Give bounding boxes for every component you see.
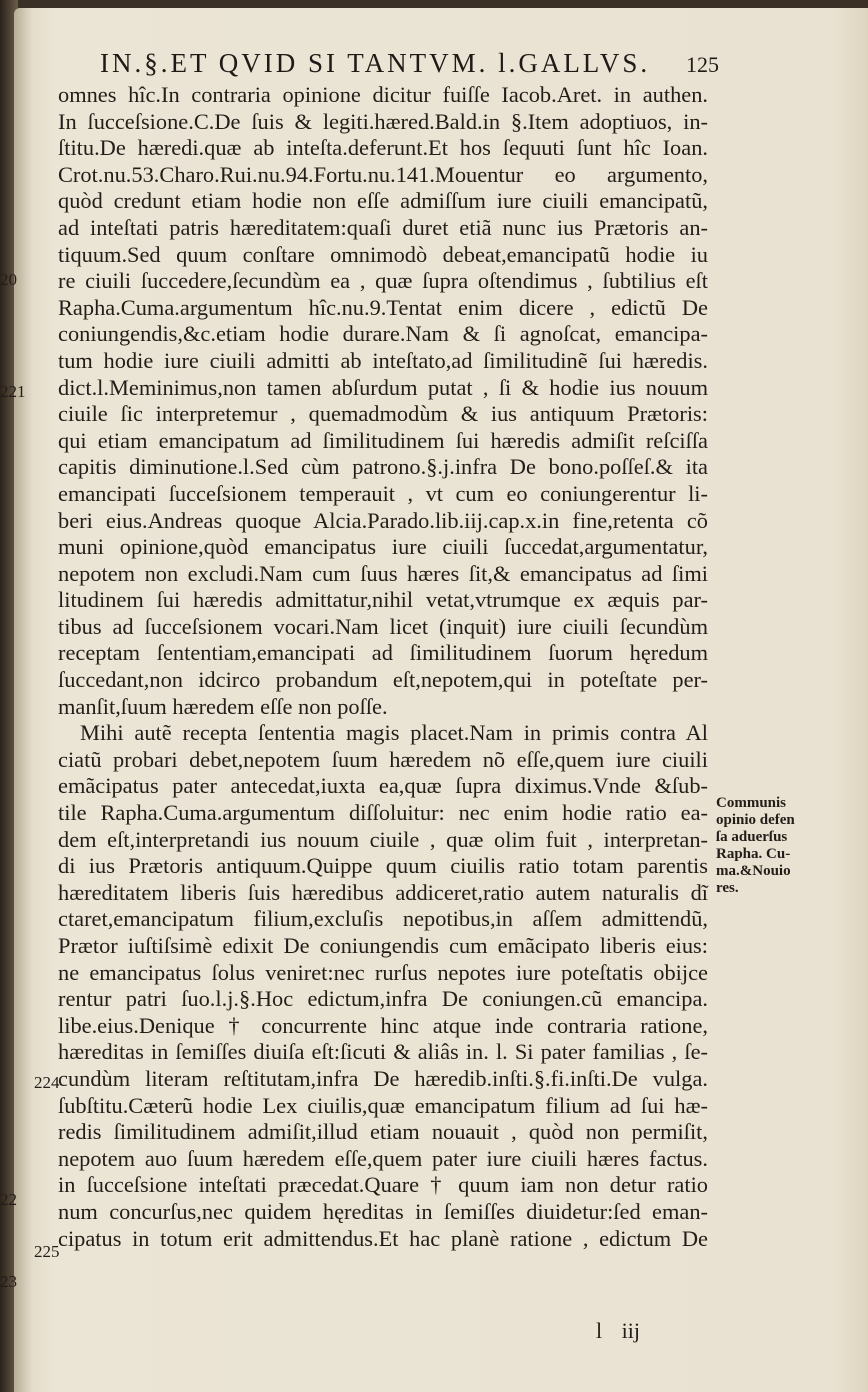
text-line: qui etiam emancipatum ad ſimilitudinem ſui hæredis admiſit reſciſſa <box>58 427 708 453</box>
margin-number: 23 <box>0 1272 17 1291</box>
text-line: coniungendis,&c.etiam hodie durare.Nam & ſi agnoſcat, emancipa- <box>58 321 708 347</box>
text-line: emancipati ſucceſsionem temperauit , vt cum eo coniungerentur li- <box>58 480 708 506</box>
text-line: Mihi autẽ recepta ſententia magis placet.Nam in primis contra Al <box>80 720 708 746</box>
text-line: tiquum.Sed quum conſtare omnimodò debeat,emancipatũ hodie iu <box>58 241 708 267</box>
side-note-line: ma.&Nouio <box>716 863 791 879</box>
main-text <box>58 82 708 1279</box>
text-line: Crot.nu.53.Charo.Rui.nu.94.Fortu.nu.141.Mouentur eo argumento, <box>58 161 708 187</box>
text-line: tibus ad ſucceſsionem vocari.Nam licet (inquit) iure ciuili ſecundùm <box>58 613 708 639</box>
text-line: receptam ſententiam,emancipati ad ſimilitudinem ſuorum hęredum <box>58 640 708 666</box>
margin-number: 22 <box>0 1190 17 1209</box>
text-line: Rapha.Cuma.argumentum hîc.nu.9.Tentat enim dicere , edictũ De <box>58 294 708 320</box>
side-note-line: res. <box>716 880 739 896</box>
text-line: omnes hîc.In contraria opinione dicitur fuiſſe Iacob.Aret. in authen. <box>58 82 708 107</box>
page-number: 125 <box>686 52 719 77</box>
text-line: ſtitu.De hæredi.quæ ab inteſta.deferunt.Et hos ſequuti ſunt hîc Ioan. <box>58 135 708 161</box>
text-line: manſit,ſuum hæredem eſſe non poſſe. <box>58 693 388 719</box>
text-line: beri eius.Andreas quoque Alcia.Parado.lib.iij.cap.x.in fine,retenta cõ <box>58 507 708 533</box>
text-line: nepotem non excludi.Nam cum ſuus hæres ſit,& emancipatus ad ſimi <box>58 560 708 586</box>
text-line: re ciuili ſuccedere,ſecundùm ea , quæ ſupra oſtendimus , ſubtilius eſt <box>58 268 708 294</box>
text-line: muni opinione,quòd emancipatus iure ciuili ſuccedat,argumentatur, <box>58 534 708 560</box>
text-line: cundùm literam reſtitutam,infra De hæredib.inſti.§.fi.inſti.De vulga. <box>58 1065 708 1091</box>
text-line: In ſucceſsione.C.De ſuis & legiti.hæred.Bald.in §.Item adoptiuos, in- <box>58 108 708 134</box>
side-note-line: ſa aduerſus <box>716 829 788 845</box>
text-line: capitis diminutione.l.Sed cùm patrono.§.j.infra De bono.poſſeſ.& ita <box>58 454 708 480</box>
text-line: litudinem ſui hæredis admittatur,nihil vetat,vtrumque ex æquis par- <box>58 587 708 613</box>
margin-number: 224 <box>34 1073 60 1092</box>
text-line: ciuile ſic interpretemur , quemadmodùm & ius antiquum Prætoris: <box>58 401 708 427</box>
margin-number: 225 <box>34 1242 60 1261</box>
signature-number: iij <box>621 1318 640 1343</box>
side-note <box>716 795 826 897</box>
text-line <box>58 1252 708 1279</box>
text-line: ſuccedant,non idcirco probandum eſt,nepotem,qui in poteſtate per- <box>58 667 708 693</box>
margin-number: 221 <box>0 382 26 401</box>
text-line: in ſucceſsione inteſtati præcedat.Quare † quum iam non detur ratio <box>58 1172 708 1198</box>
text-line: tum hodie iure ciuili admitti ab inteſtato,ad ſimilitudinẽ ſui hæredis. <box>58 347 708 373</box>
text-line: ſubſtitu.Cæterũ hodie Lex ciuilis,quæ emancipatum filium ad ſui hæ- <box>58 1092 708 1118</box>
signature-letter: l <box>596 1318 603 1343</box>
text-line: hæreditatem liberis ſuis hæredibus addiceret,ratio autem naturalis dĩ <box>58 879 708 905</box>
side-note-line: Communis <box>716 795 787 811</box>
text-line: quòd credunt etiam hodie non eſſe admiſſum iure ciuili emancipatũ, <box>58 188 708 214</box>
text-line: ctaret,emancipatum filium,excluſis nepotibus,in aſſem admittendũ, <box>58 906 708 932</box>
side-note-line: Rapha. Cu- <box>716 846 791 862</box>
text-line: nepotem auo ſuum hæredem eſſe,quem pater iure ciuili hæres factus. <box>58 1145 708 1171</box>
text-line: emãcipatus pater antecedat,iuxta ea,quæ ſupra diximus.Vnde &ſub- <box>58 773 708 799</box>
text-line: tile Rapha.Cuma.argumentum diſſoluitur: nec enim hodie ratio ea- <box>58 800 708 826</box>
margin-number: 20 <box>0 270 17 289</box>
text-line: libe.eius.Denique † concurrente hinc atque inde contraria ratione, <box>58 1012 708 1038</box>
text-line: di ius Prætoris antiquum.Quippe quum ciuilis ratio totam parentis <box>58 853 708 879</box>
signature-mark <box>596 1318 640 1344</box>
text-line: hæreditas in ſemiſſes diuiſa eſt:ſicuti & aliâs in. l. Si pater familias , ſe- <box>58 1039 708 1065</box>
side-note-line: opinio defen <box>716 812 795 828</box>
running-title: IN.§.ET QVID SI TANTVM. l.GALLVS. <box>100 48 651 78</box>
text-line: ciatũ probari debet,nepotem ſuum hæredem nõ eſſe,quem iure ciuili <box>58 746 708 772</box>
text-line: ad inteſtati patris hæreditatem:quaſi duret etiã nunc ius Prætoris an- <box>58 214 708 240</box>
text-line: cipatus in totum erit admittendus.Et hac planè ratione , edictum De <box>58 1225 708 1251</box>
text-line: rentur patri ſuo.l.j.§.Hoc edictum,infra De coniungen.cũ emancipa. <box>58 986 708 1012</box>
text-line: Prætor iuſtiſsimè edixit De coniungendis cum emãcipato liberis eius: <box>58 933 708 958</box>
text-line: dict.l.Meminimus,non tamen abſurdum putat , ſi & hodie ius nouum <box>58 374 708 400</box>
text-line: dem eſt,interpretandi ius nouum ciuile , quæ olim fuit , interpretan- <box>58 826 708 852</box>
text-line: num concurſus,nec quidem hęreditas in ſemiſſes diuidetur:ſed eman- <box>58 1198 708 1224</box>
text-line: redis ſimilitudinem admiſit,illud etiam nouauit , quòd non permiſit, <box>58 1119 708 1145</box>
text-line: ne emancipatus ſolus veniret:nec rurſus nepotes iure poteſtatis obijce <box>58 959 708 985</box>
